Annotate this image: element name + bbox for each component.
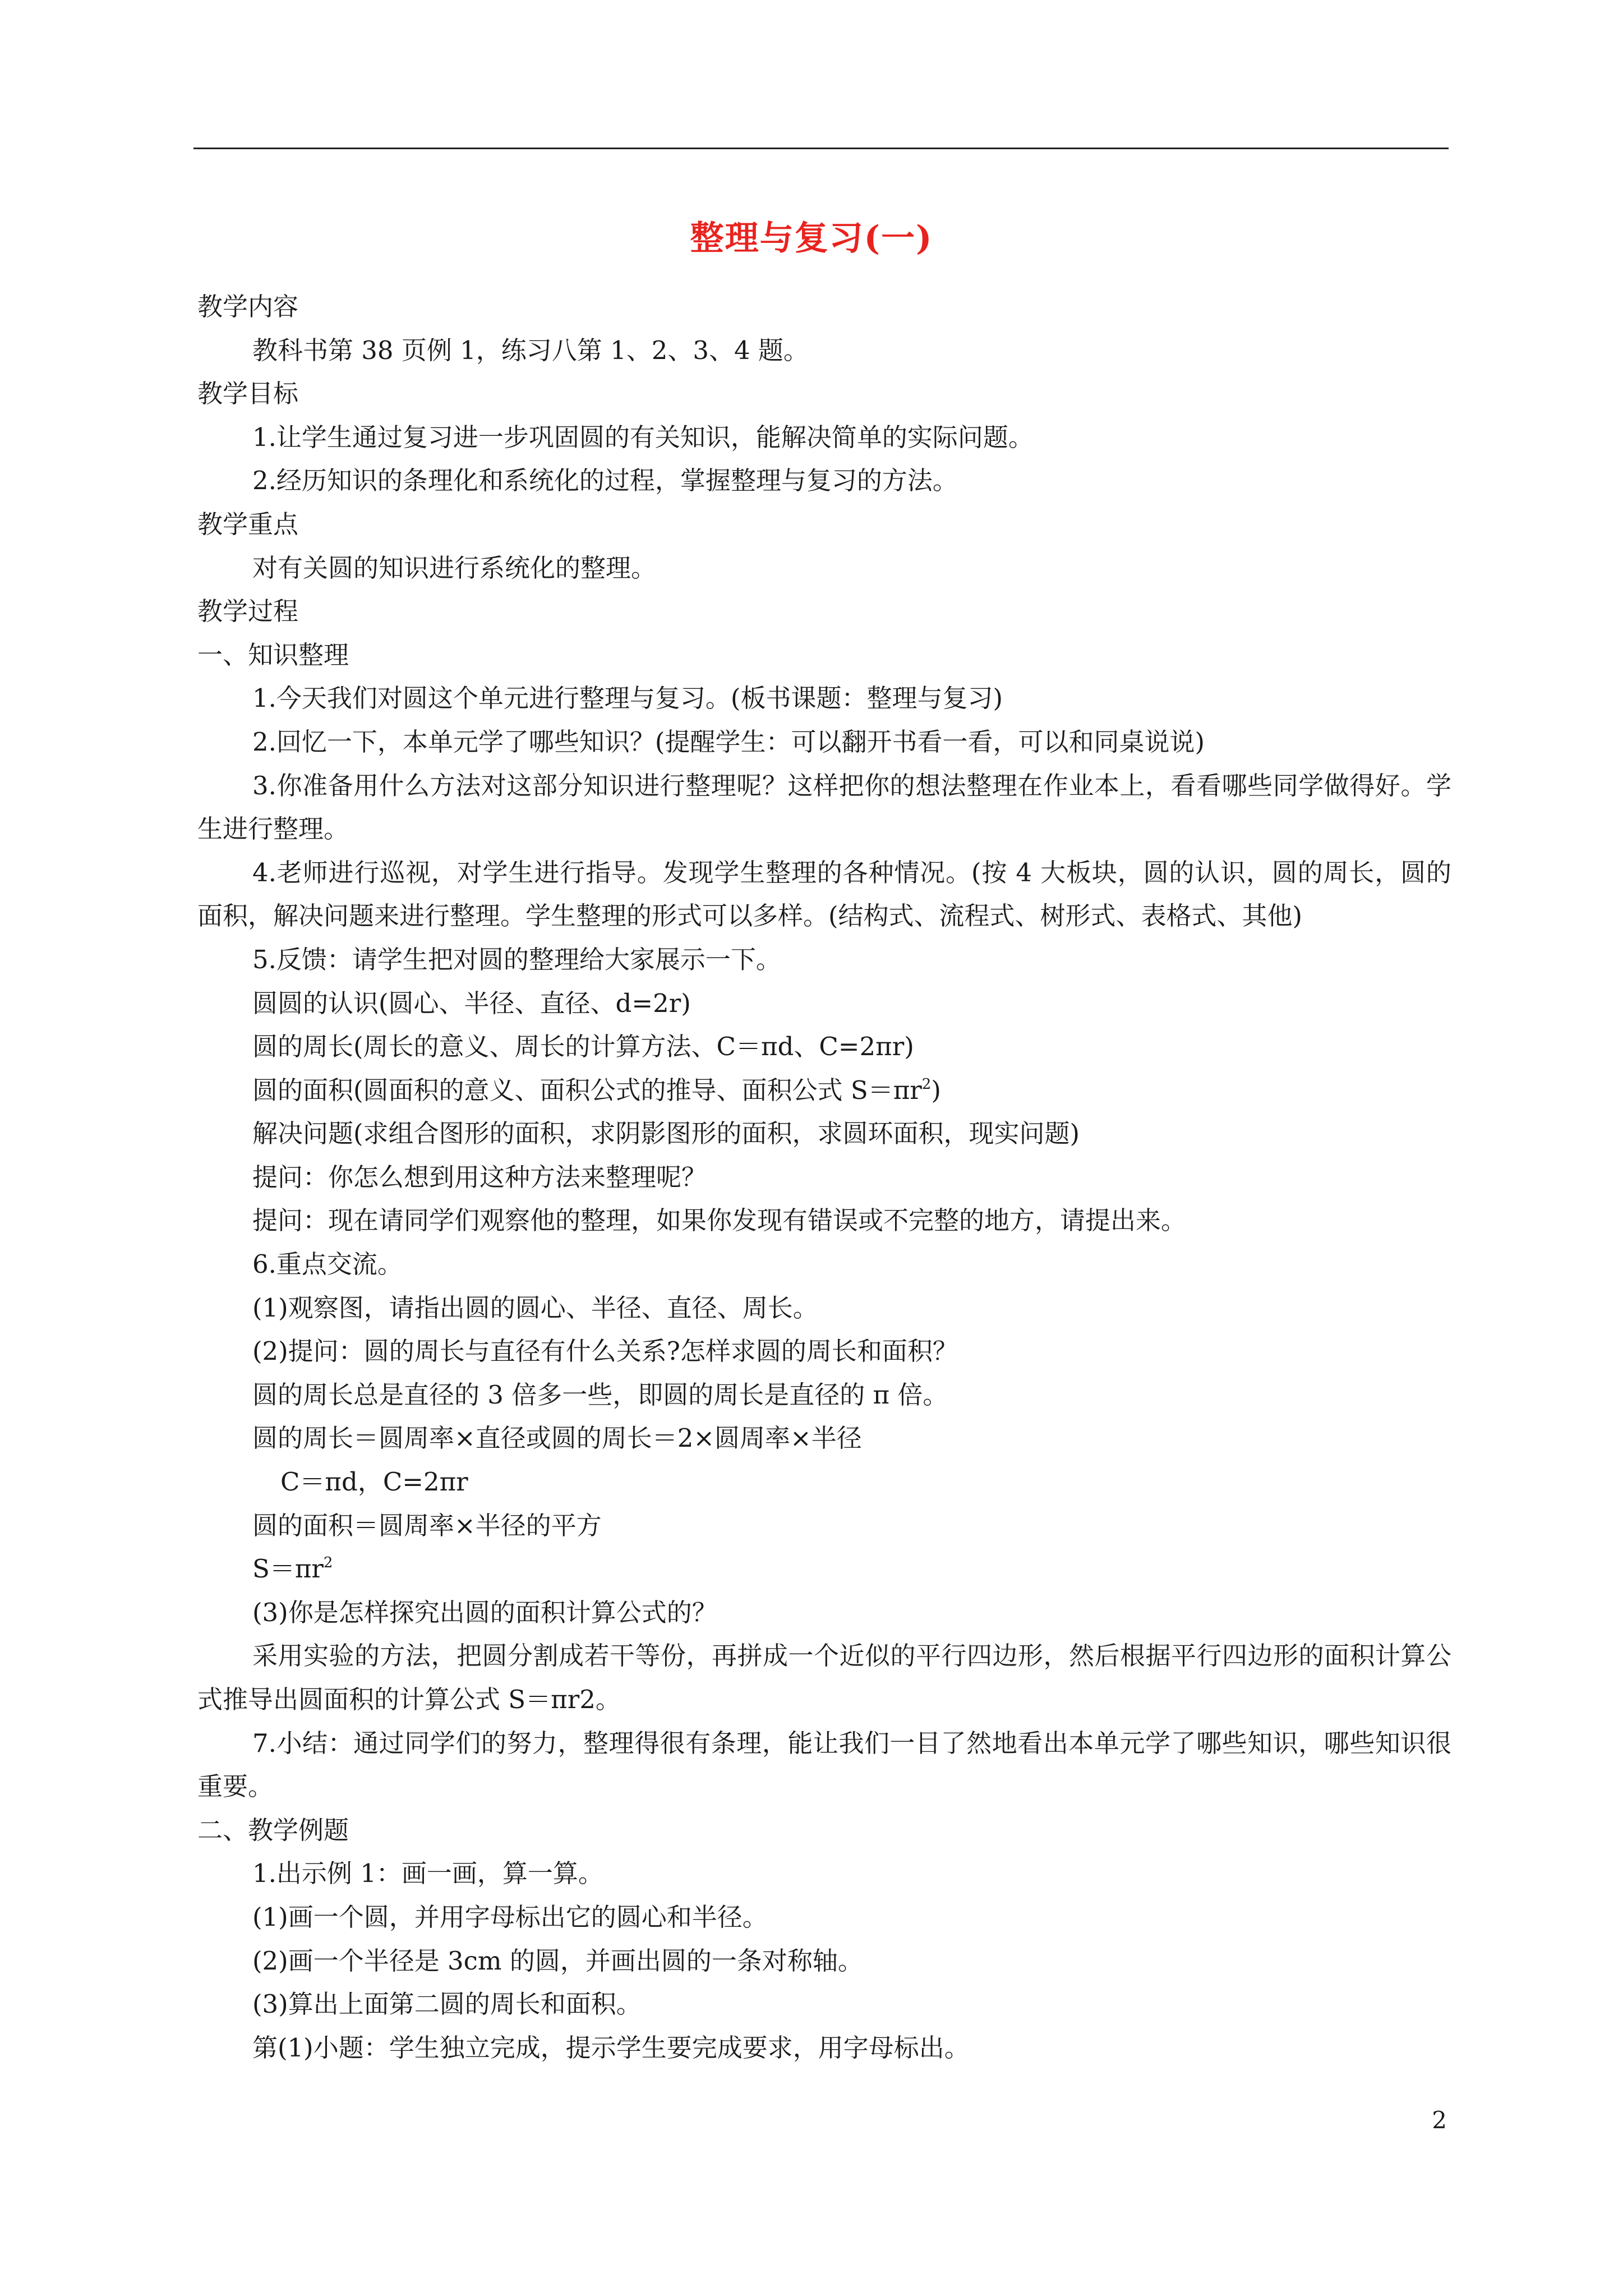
- text-line: (2)画一个半径是 3cm 的圆，并画出圆的一条对称轴。: [252, 1945, 863, 1976]
- text-line: 1.出示例 1：画一画，算一算。: [252, 1858, 603, 1889]
- paragraph: 7.小结：通过同学们的努力，整理得很有条理，能让我们一目了然地看出本单元学了哪些知识，哪些知识很重要。: [197, 1728, 1451, 1802]
- text-span: S＝πr: [252, 1554, 324, 1584]
- page-title: 整理与复习(一): [690, 219, 933, 258]
- text-span: 圆的面积(圆面积的意义、面积公式的推导、面积公式 S＝πr: [252, 1075, 922, 1105]
- text-line: (1)观察图，请指出圆的圆心、半径、直径、周长。: [252, 1292, 818, 1323]
- subsection-heading: 一、知识整理: [197, 639, 349, 670]
- section-heading: 教学重点: [197, 509, 299, 539]
- text-line: 教科书第 38 页例 1，练习八第 1、2、3、4 题。: [252, 335, 809, 365]
- text-line: 解决问题(求组合图形的面积，求阴影图形的面积，求圆环面积，现实问题): [252, 1119, 1080, 1149]
- text-line: (2)提问：圆的周长与直径有什么关系?怎样求圆的周长和面积？: [252, 1336, 958, 1366]
- text-line: 圆的周长＝圆周率×直径或圆的周长＝2×圆周率×半径: [252, 1423, 862, 1453]
- text-line: [197, 1069, 1451, 1112]
- text-line: (3)你是怎样探究出圆的面积计算公式的？: [252, 1597, 717, 1627]
- paragraph: 4.老师进行巡视，对学生进行指导。发现学生整理的各种情况。(按 4 大板块，圆的认识，圆的周长，圆的面积，解决问题来进行整理。学生整理的形式可以多样。(结构式、流程式、树形式、表格式、其他): [197, 857, 1451, 931]
- text-line: 6.重点交流。: [252, 1249, 403, 1280]
- document-body: [197, 285, 1451, 2069]
- subsection-heading: 二、教学例题: [197, 1815, 349, 1845]
- text-line: 提问：现在请同学们观察他的整理，如果你发现有错误或不完整的地方，请提出来。: [252, 1205, 1187, 1236]
- page-number: 2: [1432, 2106, 1447, 2134]
- text-line: 对有关圆的知识进行系统化的整理。: [252, 553, 657, 583]
- text-line: (1)画一个圆，并用字母标出它的圆心和半径。: [252, 1902, 768, 1932]
- text-line: 圆的面积＝圆周率×半径的平方: [252, 1510, 602, 1540]
- section-heading: 教学内容: [197, 292, 299, 321]
- text-line: 2.经历知识的条理化和系统化的过程，掌握整理与复习的方法。: [252, 466, 958, 496]
- text-span: ): [931, 1075, 941, 1105]
- text-line: 5.反馈：请学生把对圆的整理给大家展示一下。: [252, 944, 781, 974]
- formula-line: C＝πd，C=2πr: [280, 1467, 468, 1497]
- text-line: 1.让学生通过复习进一步巩固圆的有关知识，能解决简单的实际问题。: [252, 422, 1034, 452]
- paragraph: 3.你准备用什么方法对这部分知识进行整理呢？这样把你的想法整理在作业本上，看看哪些同学做得好。学生进行整理。: [197, 770, 1451, 844]
- formula-line: [197, 1547, 1451, 1591]
- section-heading: 教学目标: [197, 379, 299, 409]
- text-line: 第(1)小题：学生独立完成，提示学生要完成要求，用字母标出。: [252, 2032, 970, 2063]
- header-rule: [193, 148, 1449, 149]
- superscript: 2: [921, 1075, 932, 1093]
- text-line: 1.今天我们对圆这个单元进行整理与复习。(板书课题：整理与复习): [252, 683, 1003, 714]
- superscript: 2: [323, 1554, 333, 1572]
- text-line: (3)算出上面第二圆的周长和面积。: [252, 1989, 642, 2019]
- section-heading: 教学过程: [197, 596, 299, 627]
- paragraph: 采用实验的方法，把圆分割成若干等份，再拼成一个近似的平行四边形，然后根据平行四边形的面积计算公式推导出圆面积的计算公式 S＝πr2。: [197, 1641, 1451, 1714]
- text-line: 圆的周长(周长的意义、周长的计算方法、C＝πd、C=2πr): [252, 1032, 914, 1062]
- text-line: 2.回忆一下，本单元学了哪些知识？(提醒学生：可以翻开书看一看，可以和同桌说说): [252, 726, 1205, 757]
- text-line: 提问：你怎么想到用这种方法来整理呢？: [252, 1162, 707, 1192]
- text-line: 圆圆的认识(圆心、半径、直径、d=2r): [252, 988, 691, 1018]
- text-line: 圆的周长总是直径的 3 倍多一些，即圆的周长是直径的 π 倍。: [252, 1379, 948, 1410]
